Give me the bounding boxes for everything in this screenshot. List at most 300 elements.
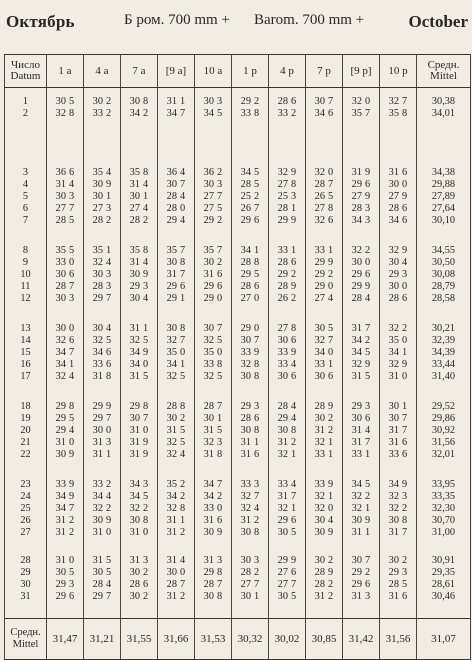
day-number: 25 — [20, 503, 31, 515]
daily-mean-cell — [417, 549, 471, 619]
reading-value: 32 4 — [55, 371, 75, 383]
reading-cell — [195, 315, 232, 393]
reading-value: 30 4 — [314, 515, 334, 527]
mean-label-de: Mittel — [430, 70, 457, 82]
reading-value: 28 3 — [92, 281, 112, 293]
reading-value: 29 9 — [277, 555, 297, 566]
hour-column-header: 1 a — [47, 55, 84, 88]
reading-value: 28 2 — [129, 215, 149, 227]
reading-value: 28 0 — [166, 203, 186, 215]
reading-value: 29 0 — [240, 323, 260, 334]
reading-value: 30 0 — [166, 567, 186, 579]
reading-value: 29 3 — [129, 281, 149, 293]
mean-column-header — [417, 55, 471, 88]
day-number: 18 — [20, 401, 31, 412]
reading-value: 34 3 — [351, 215, 371, 227]
reading-value: 29 9 — [351, 281, 371, 293]
day-number: 23 — [20, 479, 31, 490]
reading-value: 31 7 — [388, 425, 408, 437]
reading-value: 32 7 — [388, 96, 408, 107]
reading-value: 28 8 — [240, 257, 260, 269]
reading-value: 33 3 — [240, 479, 260, 490]
reading-value: 26 5 — [314, 191, 334, 203]
reading-value: 34 7 — [166, 108, 186, 120]
day-number: 3 — [22, 167, 29, 178]
reading-cell — [84, 549, 121, 619]
reading-value: 28 9 — [314, 567, 334, 579]
reading-cell — [84, 471, 121, 549]
reading-value: 34 3 — [129, 479, 149, 490]
reading-cell — [232, 315, 269, 393]
reading-cell — [269, 393, 306, 471]
reading-cell — [158, 159, 195, 237]
reading-value: 31 3 — [92, 437, 112, 449]
reading-cell — [121, 237, 158, 315]
reading-value: 32 7 — [314, 335, 334, 347]
reading-value: 36 4 — [166, 167, 186, 178]
reading-value: 34 5 — [351, 347, 371, 359]
reading-value: 32 9 — [388, 245, 408, 256]
day-numbers — [5, 159, 47, 237]
reading-value: 30 2 — [203, 257, 223, 269]
reading-value: 30 3 — [203, 179, 223, 191]
mean-row-label-de: Mittel — [12, 639, 39, 650]
reading-value: 30 1 — [240, 591, 260, 603]
reading-value: 32 3 — [203, 437, 223, 449]
daily-mean: 29,86 — [431, 413, 456, 425]
reading-cell — [269, 88, 306, 160]
reading-value: 32 6 — [314, 215, 334, 227]
reading-value: 33 9 — [55, 479, 75, 490]
reading-value: 30 6 — [314, 371, 334, 383]
reading-value: 35 1 — [92, 245, 112, 256]
daily-mean: 28,79 — [431, 281, 456, 293]
day-group-row — [5, 315, 471, 393]
title-english: October — [408, 12, 468, 31]
reading-value: 31 2 — [166, 591, 186, 603]
reading-value: 31 9 — [351, 167, 371, 178]
day-number: 21 — [20, 437, 31, 449]
day-number: 22 — [20, 449, 31, 461]
reading-value: 29 7 — [92, 591, 112, 603]
reading-value: 34 4 — [92, 491, 112, 503]
reading-value: 31 0 — [129, 425, 149, 437]
reading-value: 32 8 — [240, 359, 260, 371]
reading-cell — [343, 159, 380, 237]
reading-value: 35 7 — [203, 245, 223, 256]
day-number: 28 — [20, 555, 31, 566]
reading-value: 31 1 — [240, 437, 260, 449]
reading-value: 30 0 — [92, 425, 112, 437]
reading-value: 30 6 — [277, 371, 297, 383]
reading-value: 28 6 — [129, 579, 149, 591]
reading-value: 33 4 — [277, 359, 297, 371]
reading-cell — [343, 393, 380, 471]
table-body — [5, 88, 471, 619]
reading-value: 30 3 — [203, 96, 223, 107]
reading-value: 35 8 — [129, 245, 149, 256]
reading-value: 35 0 — [166, 347, 186, 359]
reading-value: 33 6 — [388, 449, 408, 461]
reading-cell — [269, 549, 306, 619]
reading-value: 30 0 — [351, 257, 371, 269]
reading-value: 30 8 — [129, 96, 149, 107]
reading-cell — [158, 88, 195, 160]
title-russian: Октябрь — [6, 12, 75, 31]
reading-value: 32 0 — [351, 96, 371, 107]
reading-value: 30 8 — [240, 371, 260, 383]
reading-value: 33 2 — [92, 108, 112, 120]
reading-value: 28 6 — [240, 281, 260, 293]
reading-value: 28 7 — [203, 579, 223, 591]
reading-value: 29 2 — [240, 96, 260, 107]
reading-value: 34 1 — [240, 245, 260, 256]
hour-mean: 31,55 — [121, 619, 158, 660]
reading-value: 31 6 — [388, 167, 408, 178]
day-number: 13 — [20, 323, 31, 334]
reading-cell — [121, 393, 158, 471]
reading-cell — [47, 315, 84, 393]
reading-cell — [84, 159, 121, 237]
reading-value: 34 1 — [388, 347, 408, 359]
reading-value: 31 2 — [55, 527, 75, 539]
daily-mean: 31,40 — [431, 371, 456, 383]
hour-column-header: 10 p — [380, 55, 417, 88]
reading-value: 30 4 — [129, 293, 149, 305]
day-number: 10 — [20, 269, 31, 281]
daily-mean: 34,01 — [431, 108, 456, 120]
reading-value: 30 5 — [277, 527, 297, 539]
reading-value: 30 7 — [351, 555, 371, 566]
reading-value: 32 8 — [55, 108, 75, 120]
reading-value: 29 4 — [277, 413, 297, 425]
reading-value: 33 2 — [277, 108, 297, 120]
reading-value: 32 1 — [277, 449, 297, 461]
reading-value: 28 5 — [240, 179, 260, 191]
reading-value: 29 9 — [314, 257, 334, 269]
daily-mean: 28,58 — [431, 293, 456, 305]
reading-value: 32 2 — [351, 245, 371, 256]
reading-value: 32 2 — [388, 503, 408, 515]
reading-value: 29 6 — [240, 215, 260, 227]
reading-value: 36 2 — [203, 167, 223, 178]
reading-value: 28 5 — [55, 215, 75, 227]
reading-value: 32 4 — [240, 503, 260, 515]
day-numbers — [5, 88, 47, 160]
reading-value: 31 0 — [92, 527, 112, 539]
reading-cell — [195, 88, 232, 160]
reading-value: 31 0 — [55, 437, 75, 449]
reading-cell — [380, 237, 417, 315]
reading-value: 31 3 — [351, 591, 371, 603]
hour-column-header: 7 p — [306, 55, 343, 88]
reading-value: 30 6 — [351, 413, 371, 425]
day-number: 19 — [20, 413, 31, 425]
reading-value: 29 3 — [351, 401, 371, 412]
daily-mean: 28,61 — [431, 579, 456, 591]
reading-cell — [47, 471, 84, 549]
reading-value: 25 3 — [277, 191, 297, 203]
mean-row-label-ru: Средн. — [10, 627, 41, 638]
reading-value: 31 7 — [351, 437, 371, 449]
hour-column-header: 4 p — [269, 55, 306, 88]
reading-value: 30 4 — [388, 257, 408, 269]
daily-mean: 33,95 — [431, 479, 456, 490]
reading-cell — [306, 159, 343, 237]
reading-value: 28 8 — [166, 401, 186, 412]
reading-value: 30 2 — [166, 413, 186, 425]
reading-value: 27 9 — [388, 191, 408, 203]
reading-value: 28 9 — [277, 281, 297, 293]
reading-cell — [121, 159, 158, 237]
reading-value: 31 5 — [129, 371, 149, 383]
daily-mean: 30,21 — [431, 323, 456, 334]
daily-mean: 30,92 — [431, 425, 456, 437]
day-number: 11 — [20, 281, 31, 293]
day-group-row — [5, 549, 471, 619]
daily-mean: 34,55 — [431, 245, 456, 256]
reading-value: 30 1 — [203, 413, 223, 425]
reading-value: 27 5 — [203, 203, 223, 215]
reading-value: 27 8 — [277, 179, 297, 191]
daily-mean: 30,91 — [431, 555, 456, 566]
reading-value: 31 2 — [55, 515, 75, 527]
reading-value: 30 7 — [314, 96, 334, 107]
reading-cell — [306, 549, 343, 619]
reading-value: 30 2 — [314, 413, 334, 425]
reading-value: 31 2 — [166, 527, 186, 539]
reading-value: 29 4 — [55, 425, 75, 437]
reading-cell — [121, 471, 158, 549]
reading-value: 30 2 — [388, 555, 408, 566]
reading-cell — [195, 393, 232, 471]
reading-value: 31 0 — [55, 555, 75, 566]
reading-value: 30 8 — [388, 515, 408, 527]
reading-value: 30 7 — [203, 323, 223, 334]
reading-value: 32 5 — [166, 437, 186, 449]
reading-cell — [47, 393, 84, 471]
day-numbers — [5, 237, 47, 315]
reading-cell — [232, 159, 269, 237]
reading-cell — [158, 237, 195, 315]
day-number: 1 — [22, 96, 29, 107]
reading-value: 34 6 — [388, 215, 408, 227]
reading-value: 31 1 — [166, 515, 186, 527]
reading-value: 28 7 — [314, 179, 334, 191]
reading-value: 34 6 — [314, 108, 334, 120]
reading-value: 32 4 — [92, 257, 112, 269]
daily-mean: 27,64 — [431, 203, 456, 215]
reading-value: 32 5 — [129, 335, 149, 347]
reading-value: 35 4 — [92, 167, 112, 178]
day-number: 5 — [22, 191, 29, 203]
reading-value: 28 2 — [92, 215, 112, 227]
reading-value: 33 1 — [314, 449, 334, 461]
reading-value: 29 1 — [166, 293, 186, 305]
daily-mean: 32,01 — [431, 449, 456, 461]
reading-cell — [232, 471, 269, 549]
reading-value: 30 9 — [55, 449, 75, 461]
reading-value: 30 4 — [92, 323, 112, 334]
daily-mean: 32,39 — [431, 335, 456, 347]
reading-value: 32 0 — [314, 167, 334, 178]
hour-mean: 31,42 — [343, 619, 380, 660]
reading-value: 29 5 — [55, 413, 75, 425]
reading-value: 31 3 — [203, 555, 223, 566]
reading-value: 35 7 — [166, 245, 186, 256]
reading-value: 27 7 — [277, 579, 297, 591]
reading-cell — [343, 549, 380, 619]
day-number: 9 — [22, 257, 29, 269]
day-number: 20 — [20, 425, 31, 437]
reading-value: 28 9 — [314, 401, 334, 412]
reading-value: 30 2 — [92, 96, 112, 107]
reading-value: 29 5 — [240, 269, 260, 281]
reading-value: 30 2 — [129, 567, 149, 579]
reading-cell — [306, 471, 343, 549]
reading-value: 32 5 — [92, 335, 112, 347]
reading-value: 29 3 — [55, 579, 75, 591]
reading-value: 27 8 — [277, 323, 297, 334]
reading-value: 27 7 — [240, 579, 260, 591]
reading-value: 31 4 — [351, 425, 371, 437]
reading-value: 30 7 — [240, 335, 260, 347]
hour-column-header: 7 a — [121, 55, 158, 88]
reading-value: 31 1 — [129, 323, 149, 334]
reading-value: 27 3 — [92, 203, 112, 215]
reading-value: 29 3 — [388, 567, 408, 579]
reading-value: 35 0 — [203, 347, 223, 359]
reading-value: 30 6 — [55, 269, 75, 281]
reading-value: 33 8 — [240, 108, 260, 120]
hour-mean: 31,56 — [380, 619, 417, 660]
day-number: 16 — [20, 359, 31, 371]
day-group-row — [5, 471, 471, 549]
reading-value: 30 3 — [92, 269, 112, 281]
hour-mean: 30,02 — [269, 619, 306, 660]
reading-value: 29 6 — [55, 591, 75, 603]
reading-value: 35 0 — [388, 335, 408, 347]
reading-value: 26 2 — [277, 293, 297, 305]
reading-value: 31 4 — [55, 179, 75, 191]
hour-mean: 31,21 — [84, 619, 121, 660]
reading-value: 32 2 — [388, 323, 408, 334]
reading-value: 31 5 — [351, 371, 371, 383]
reading-cell — [121, 315, 158, 393]
reading-value: 31 3 — [129, 555, 149, 566]
reading-cell — [195, 159, 232, 237]
reading-cell — [158, 471, 195, 549]
reading-value: 34 0 — [129, 359, 149, 371]
reading-value: 30 9 — [129, 269, 149, 281]
reading-value: 33 4 — [277, 479, 297, 490]
reading-value: 33 1 — [314, 359, 334, 371]
reading-value: 29 4 — [166, 215, 186, 227]
reading-cell — [380, 88, 417, 160]
reading-cell — [269, 315, 306, 393]
hour-mean: 30,32 — [232, 619, 269, 660]
hour-mean: 30,85 — [306, 619, 343, 660]
reading-cell — [47, 159, 84, 237]
daily-mean: 31,56 — [431, 437, 456, 449]
reading-value: 30 3 — [240, 555, 260, 566]
reading-value: 35 5 — [55, 245, 75, 256]
reading-cell — [343, 237, 380, 315]
reading-value: 30 9 — [92, 179, 112, 191]
reading-value: 34 1 — [166, 359, 186, 371]
daily-mean: 33,44 — [431, 359, 456, 371]
barometer-label-russian: Б ром. 700 mm + — [124, 12, 230, 28]
reading-cell — [84, 393, 121, 471]
reading-cell — [47, 549, 84, 619]
daily-mean: 31,00 — [431, 527, 456, 539]
reading-value: 28 2 — [314, 579, 334, 591]
reading-value: 27 0 — [240, 293, 260, 305]
reading-cell — [380, 315, 417, 393]
daily-mean-cell — [417, 315, 471, 393]
reading-value: 30 1 — [129, 191, 149, 203]
reading-value: 30 0 — [55, 323, 75, 334]
reading-value: 31 7 — [388, 527, 408, 539]
day-number: 29 — [20, 567, 31, 579]
reading-cell — [306, 88, 343, 160]
reading-value: 32 2 — [92, 503, 112, 515]
daily-mean: 30,08 — [431, 269, 456, 281]
daily-mean-cell — [417, 88, 471, 160]
reading-value: 32 2 — [129, 503, 149, 515]
reading-value: 30 2 — [129, 591, 149, 603]
date-label-de: Datum — [10, 70, 41, 82]
day-number: 27 — [20, 527, 31, 539]
reading-value: 29 6 — [203, 281, 223, 293]
reading-value: 28 6 — [388, 293, 408, 305]
reading-value: 30 1 — [388, 401, 408, 412]
reading-value: 31 6 — [388, 437, 408, 449]
reading-value: 30 5 — [92, 567, 112, 579]
daily-mean: 30,46 — [431, 591, 456, 603]
reading-value: 34 7 — [55, 503, 75, 515]
reading-value: 30 9 — [203, 527, 223, 539]
reading-value: 31 6 — [203, 515, 223, 527]
reading-value: 31 7 — [277, 491, 297, 503]
barometer-table — [4, 54, 471, 660]
reading-cell — [380, 159, 417, 237]
reading-cell — [47, 88, 84, 160]
hour-column-header: 4 a — [84, 55, 121, 88]
reading-value: 32 2 — [351, 491, 371, 503]
reading-value: 30 5 — [55, 567, 75, 579]
reading-value: 27 8 — [314, 203, 334, 215]
reading-value: 34 2 — [129, 108, 149, 120]
reading-cell — [121, 88, 158, 160]
reading-value: 27 7 — [55, 203, 75, 215]
reading-value: 33 6 — [92, 359, 112, 371]
hour-column-header: [9 a] — [158, 55, 195, 88]
reading-value: 31 6 — [388, 591, 408, 603]
reading-value: 30 7 — [388, 413, 408, 425]
reading-value: 33 8 — [203, 359, 223, 371]
reading-value: 28 2 — [240, 567, 260, 579]
reading-value: 34 1 — [55, 359, 75, 371]
reading-value: 30 3 — [55, 293, 75, 305]
reading-value: 30 5 — [277, 591, 297, 603]
reading-value: 31 4 — [129, 257, 149, 269]
daily-mean: 33,35 — [431, 491, 456, 503]
day-numbers — [5, 471, 47, 549]
reading-value: 29 8 — [55, 401, 75, 412]
reading-value: 32 6 — [55, 335, 75, 347]
reading-value: 31 7 — [351, 323, 371, 334]
